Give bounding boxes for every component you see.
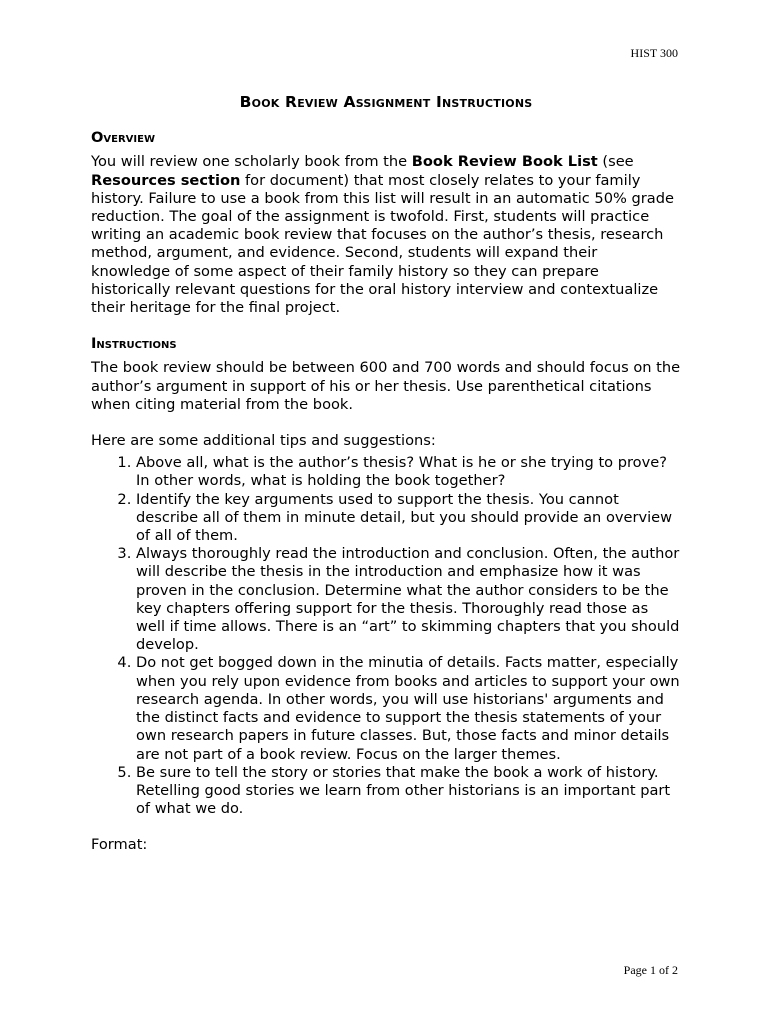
tip-item-4: 4. Do not get bogged down in the minutia of details. Facts matter, especially when you rely upon evidence from books and articles to support your own research agenda. In other words, you will use historians' arguments and the distinct facts and evidence to support the thesis statements of your own research papers in future classes. But, those facts and minor details are not part of a book review. Focus on the larger themes.	[136, 654, 681, 763]
instructions-paragraph: The book review should be between 600 and 700 words and should focus on the author’s argument in support of his or her thesis. Use parenthetical citations when citing material from the book.	[91, 359, 681, 413]
tip-item-2: 2. Identify the key arguments used to support the thesis. You cannot describe all of them in minute detail, but you should provide an overview of all of them.	[136, 491, 681, 546]
overview-paragraph	[91, 153, 681, 317]
page-number-footer: Page 1 of 2	[623, 963, 678, 977]
format-label: Format:	[91, 836, 148, 854]
tip-item-5: 5. Be sure to tell the story or stories that make the book a work of history. Retelling good stories we learn from other historians is an important part of what we do.	[136, 764, 681, 819]
instructions-heading: Instructions	[91, 335, 177, 353]
overview-text-2: (see	[597, 153, 634, 171]
overview-heading: Overview	[91, 129, 155, 147]
resources-section-reference: Resources section	[91, 171, 241, 189]
document-title: Book Review Assignment Instructions	[239, 93, 533, 111]
tip-item-3: 3. Always thoroughly read the introduction and conclusion. Often, the author will describe the thesis in the introduction and emphasize how it was proven in the conclusion. Determine what the author considers to be the key chapters offering support for the thesis. Thoroughly read those as well if time allows. There is an “art” to skimming chapters that you should develop.	[136, 545, 681, 654]
course-code-header: HIST 300	[630, 46, 678, 60]
tip-item-1: 1. Above all, what is the author’s thesis? What is he or she trying to prove? In other words, what is holding the book together?	[136, 454, 681, 490]
tips-list	[91, 454, 681, 818]
tips-lead: Here are some additional tips and suggestions:	[91, 432, 436, 450]
book-list-reference: Book Review Book List	[411, 153, 598, 171]
overview-text-1: You will review one scholarly book from the	[91, 153, 412, 171]
document-body	[91, 93, 681, 855]
overview-text-3: for document) that most closely relates to your family history. Failure to use a book from this list will result in an automatic 50% grade reduction. The goal of the assignment is twofold. First, students will practice writing an academic book review that focuses on the author’s thesis, research method, argument, and evidence. Second, students will expand their knowledge of some aspect of their family history so they can prepare historically relevant questions for the oral history interview and contextualize their heritage for the final project.	[91, 171, 674, 317]
